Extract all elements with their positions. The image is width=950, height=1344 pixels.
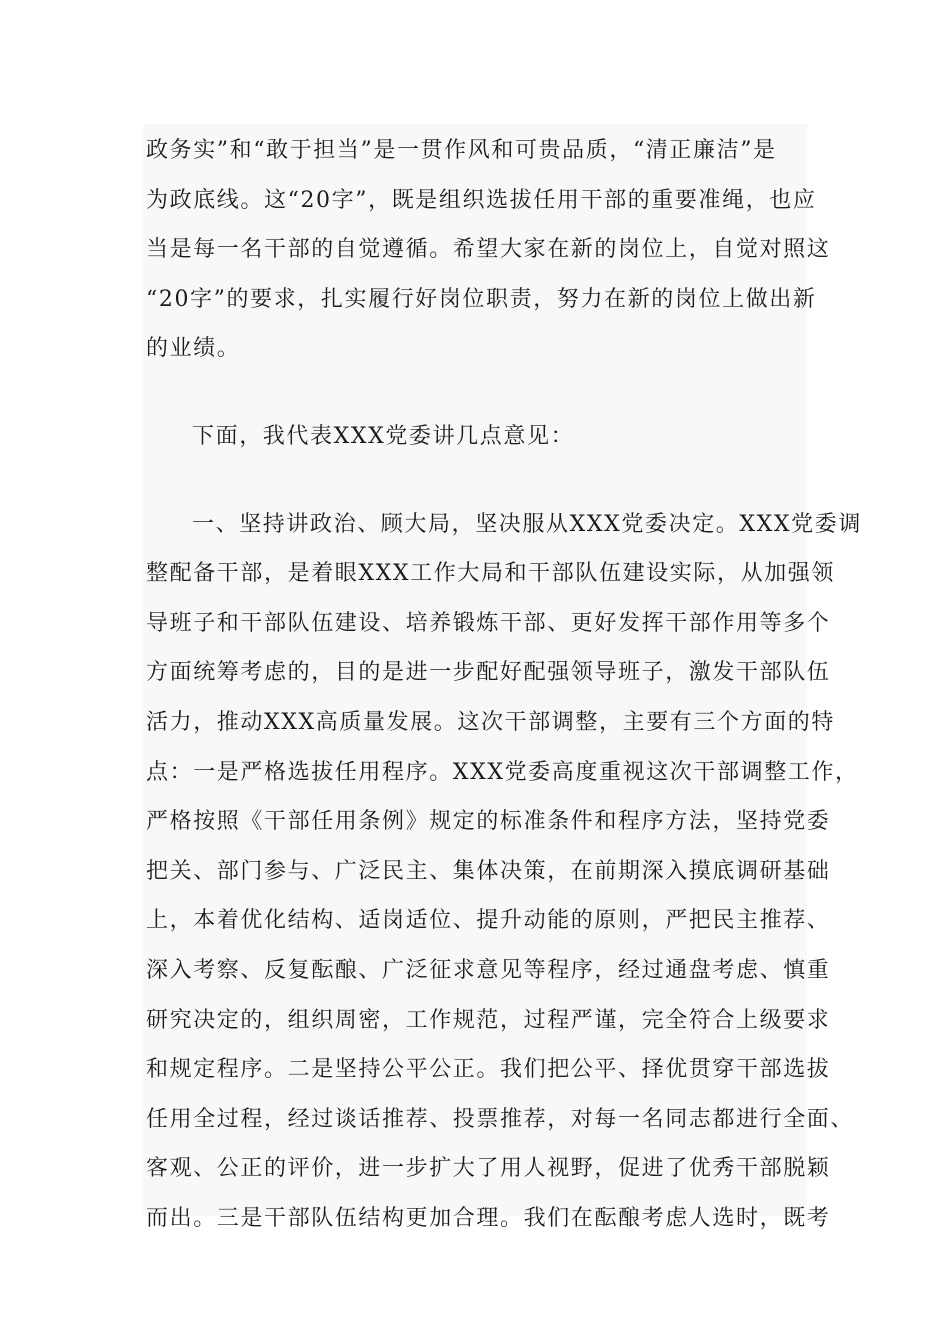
- text-line: 研究决定的，组织周密，工作规范，过程严谨，完全符合上级要求: [146, 1007, 831, 1033]
- text-line: 上，本着优化结构、适岗适位、提升动能的原则，严把民主推荐、: [146, 908, 831, 934]
- text-line: 一、坚持讲政治、顾大局，坚决服从XXX党委决定。XXX党委调: [192, 511, 862, 537]
- text-line: 导班子和干部队伍建设、培养锻炼干部、更好发挥干部作用等多个: [146, 610, 831, 636]
- text-line: 深入考察、反复酝酿、广泛征求意见等程序，经过通盘考虑、慎重: [146, 957, 831, 983]
- text-line: 方面统筹考虑的，目的是进一步配好配强领导班子，激发干部队伍: [146, 660, 831, 686]
- text-line: 客观、公正的评价，进一步扩大了用人视野，促进了优秀干部脱颖: [146, 1156, 831, 1182]
- text-line: 当是每一名干部的自觉遵循。希望大家在新的岗位上，自觉对照这: [146, 237, 831, 263]
- text-line: 下面，我代表XXX党委讲几点意见：: [192, 423, 575, 449]
- text-line: 政务实”和“敢于担当”是一贯作风和可贵品质，“清正廉洁”是: [146, 138, 777, 163]
- text-line: 把关、部门参与、广泛民主、集体决策，在前期深入摸底调研基础: [146, 858, 831, 884]
- document-body: [146, 126, 862, 1243]
- paragraph-intro: [146, 412, 816, 462]
- text-line: 和规定程序。二是坚持公平公正。我们把公平、择优贯穿干部选拔: [146, 1057, 831, 1083]
- paragraph-closing-remarks: [146, 126, 831, 374]
- text-line: 严格按照《干部任用条例》规定的标准条件和程序方法，坚持党委: [146, 809, 831, 835]
- text-line: 而出。三是干部队伍结构更加合理。我们在酝酿考虑人选时，既考: [146, 1205, 831, 1231]
- text-line: 的业绩。: [146, 336, 241, 362]
- text-line: 活力，推动XXX高质量发展。这次干部调整，主要有三个方面的特: [146, 709, 835, 735]
- paragraph-gap: [146, 462, 816, 500]
- text-line: 整配备干部，是着眼XXX工作大局和干部队伍建设实际，从加强领: [146, 561, 835, 587]
- paragraph-gap: [146, 374, 816, 412]
- text-line: 任用全过程，经过谈话推荐、投票推荐，对每一名同志都进行全面、: [146, 1106, 855, 1132]
- text-line: 点：一是严格选拔任用程序。XXX党委高度重视这次干部调整工作，: [146, 759, 859, 785]
- text-line: “20字”的要求，扎实履行好岗位职责，努力在新的岗位上做出新: [146, 286, 817, 312]
- paragraph-point-one: [146, 500, 862, 1244]
- text-line: 为政底线。这“20字”，既是组织选拔任用干部的重要准绳，也应: [146, 187, 817, 213]
